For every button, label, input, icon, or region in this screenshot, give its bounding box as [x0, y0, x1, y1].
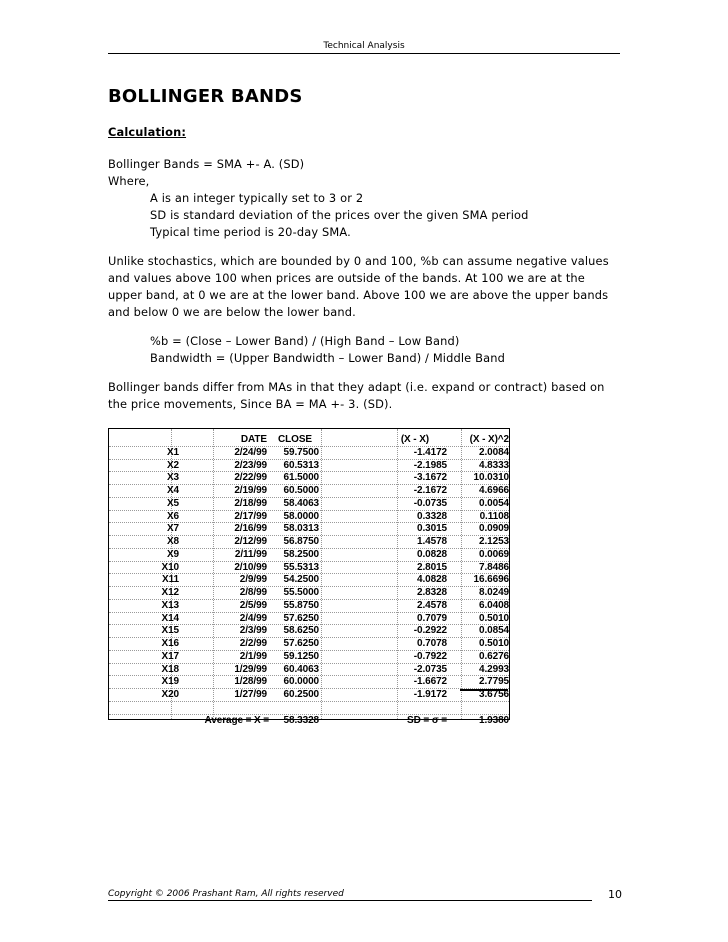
cell-deviation: -0.2922: [413, 625, 447, 637]
cell-deviation: 4.0828: [417, 574, 447, 586]
cell-close: 58.6250: [283, 625, 319, 637]
spreadsheet-table: [108, 428, 510, 726]
cell-close: 60.2500: [283, 689, 319, 700]
cell-date: 2/3/99: [239, 625, 267, 637]
cell-label: X18: [161, 663, 179, 675]
paragraph-line: Bollinger bands differ from MAs in that they adapt (i.e. expand or contract) based on: [108, 380, 605, 394]
cell-deviation-squared: 0.5010: [479, 612, 509, 624]
cell-date: 2/1/99: [239, 650, 267, 662]
cell-label: X9: [166, 548, 179, 560]
cell-deviation-squared: 3.6756: [479, 689, 509, 700]
average-label: Average = X =: [204, 714, 269, 726]
cell-close: 60.4063: [283, 663, 319, 675]
cell-deviation: -1.6672: [413, 676, 447, 688]
cell-date: 2/17/99: [234, 510, 267, 522]
cell-date: 2/9/99: [239, 574, 267, 586]
paragraph-line: Unlike stochastics, which are bounded by 0 and 100, %b can assume negative values: [108, 254, 609, 268]
cell-label: X15: [161, 625, 179, 637]
cell-close: 58.0000: [283, 510, 319, 522]
cell-close: 55.5000: [283, 587, 319, 598]
cell-label: X7: [166, 523, 179, 535]
cell-date: 1/29/99: [234, 663, 267, 675]
paragraph-line: and below 0 we are below the lower band.: [108, 305, 356, 319]
definition-line: Typical time period is 20-day SMA.: [150, 225, 351, 239]
cell-deviation-squared: 4.2993: [479, 663, 509, 675]
cell-date: 2/5/99: [239, 599, 267, 611]
cell-label: X19: [161, 676, 179, 688]
cell-close: 60.5313: [283, 459, 319, 471]
cell-label: X8: [166, 536, 179, 547]
cell-close: 59.7500: [283, 446, 319, 458]
cell-label: X17: [161, 650, 179, 662]
cell-deviation: -2.1985: [413, 459, 447, 471]
paragraph-line: upper band, at 0 we are at the lower band. Above 100 we are above the upper bands: [108, 288, 609, 302]
cell-label: X4: [166, 485, 179, 496]
cell-close: 55.5313: [283, 561, 319, 573]
cell-label: X10: [161, 561, 179, 573]
cell-label: X13: [161, 599, 179, 611]
cell-deviation: 0.3015: [417, 523, 447, 535]
cell-close: 60.0000: [283, 676, 319, 688]
cell-label: X6: [166, 510, 179, 522]
cell-close: 61.5000: [283, 472, 319, 484]
cell-deviation-squared: 2.0084: [479, 446, 509, 458]
cell-deviation-squared: 0.0054: [479, 497, 509, 509]
cell-deviation: -2.0735: [413, 663, 447, 675]
cell-deviation: 0.7079: [417, 612, 447, 624]
cell-close: 60.5000: [283, 485, 319, 496]
definition-line: A is an integer typically set to 3 or 2: [150, 191, 364, 205]
bandwidth-formula: Bandwidth = (Upper Bandwidth – Lower Band) / Middle Band: [150, 351, 505, 365]
cell-label: X5: [166, 497, 179, 509]
cell-date: 2/18/99: [234, 497, 267, 509]
cell-deviation-squared: 16.6696: [473, 574, 509, 586]
cell-date: 2/23/99: [234, 459, 267, 471]
cell-label: X12: [161, 587, 179, 598]
where-line: Where,: [108, 174, 150, 188]
cell-close: 58.0313: [283, 523, 319, 535]
cell-deviation-squared: 0.6276: [479, 650, 509, 662]
cell-date: 2/10/99: [234, 561, 267, 573]
cell-deviation: 2.4578: [417, 599, 447, 611]
running-header: Technical Analysis: [108, 40, 620, 54]
cell-deviation-squared: 7.8486: [479, 561, 509, 573]
cell-label: X14: [161, 612, 179, 624]
cell-date: 2/4/99: [239, 612, 267, 624]
cell-label: X20: [161, 689, 179, 700]
cell-deviation-squared: 6.0408: [479, 599, 509, 611]
cell-deviation: 0.7078: [417, 638, 447, 649]
cell-deviation-squared: 0.0909: [479, 523, 509, 535]
header-deviation-squared: (X - X)^2: [469, 434, 509, 445]
sd-label: SD = σ =: [407, 714, 447, 726]
cell-close: 54.2500: [283, 574, 319, 586]
cell-date: 2/11/99: [234, 548, 267, 560]
average-value: 58.3328: [283, 714, 319, 726]
cell-deviation: 0.0828: [417, 548, 447, 560]
sd-value: 1.9380: [479, 714, 509, 726]
percent-b-formula: %b = (Close – Lower Band) / (High Band – Low Band): [150, 334, 460, 348]
grid-line: [109, 701, 509, 702]
cell-deviation: -0.0735: [413, 497, 447, 509]
cell-close: 58.2500: [283, 548, 319, 560]
cell-date: 2/19/99: [234, 485, 267, 496]
formula-line: Bollinger Bands = SMA +- A. (SD): [108, 157, 305, 171]
cell-date: 1/28/99: [234, 676, 267, 688]
definition-line: SD is standard deviation of the prices over the given SMA period: [150, 208, 529, 222]
cell-label: X3: [166, 472, 179, 484]
cell-deviation-squared: 8.0249: [479, 587, 509, 598]
header-close: CLOSE: [278, 434, 312, 445]
cell-close: 58.4063: [283, 497, 319, 509]
cell-date: 1/27/99: [234, 689, 267, 700]
cell-label: X11: [162, 574, 179, 586]
cell-deviation: 1.4578: [417, 536, 447, 547]
cell-close: 55.8750: [283, 599, 319, 611]
page-number: 10: [608, 888, 622, 901]
cell-deviation-squared: 2.7795: [479, 676, 509, 688]
cell-deviation-squared: 2.1253: [479, 536, 509, 547]
calculation-heading: Calculation:: [108, 125, 187, 139]
cell-date: 2/8/99: [239, 587, 267, 598]
cell-deviation-squared: 4.8333: [479, 459, 509, 471]
cell-label: X1: [166, 446, 179, 458]
cell-deviation: 0.3328: [417, 510, 447, 522]
cell-close: 59.1250: [283, 650, 319, 662]
cell-date: 2/22/99: [234, 472, 267, 484]
cell-date: 2/2/99: [239, 638, 267, 649]
footer-copyright: Copyright © 2006 Prashant Ram, All rights reserved: [108, 888, 592, 901]
cell-close: 57.6250: [283, 638, 319, 649]
page-title: BOLLINGER BANDS: [108, 86, 303, 107]
cell-deviation: -3.1672: [413, 472, 447, 484]
cell-deviation-squared: 4.6966: [479, 485, 509, 496]
cell-close: 56.8750: [283, 536, 319, 547]
cell-deviation: 2.8328: [417, 587, 447, 598]
cell-deviation: 2.8015: [417, 561, 447, 573]
cell-deviation: -0.7922: [413, 650, 447, 662]
cell-date: 2/12/99: [234, 536, 267, 547]
cell-label: X2: [166, 459, 179, 471]
cell-close: 57.6250: [283, 612, 319, 624]
header-date: DATE: [240, 434, 267, 445]
cell-deviation-squared: 0.0854: [479, 625, 509, 637]
cell-deviation: -1.9172: [413, 689, 447, 700]
cell-deviation-squared: 0.5010: [479, 638, 509, 649]
cell-date: 2/24/99: [234, 446, 267, 458]
paragraph-line: and values above 100 when prices are outside of the bands. At 100 we are at the: [108, 271, 585, 285]
cell-deviation-squared: 10.0310: [473, 472, 509, 484]
cell-label: X16: [161, 638, 179, 649]
cell-deviation-squared: 0.1108: [479, 510, 509, 522]
cell-date: 2/16/99: [234, 523, 267, 535]
sum-rule: [460, 689, 508, 691]
header-deviation: (X - X): [400, 434, 429, 445]
cell-deviation: -2.1672: [413, 485, 447, 496]
cell-deviation-squared: 0.0069: [479, 548, 509, 560]
paragraph-line: the price movements, Since BA = MA +- 3. (SD).: [108, 397, 393, 411]
cell-deviation: -1.4172: [413, 446, 447, 458]
